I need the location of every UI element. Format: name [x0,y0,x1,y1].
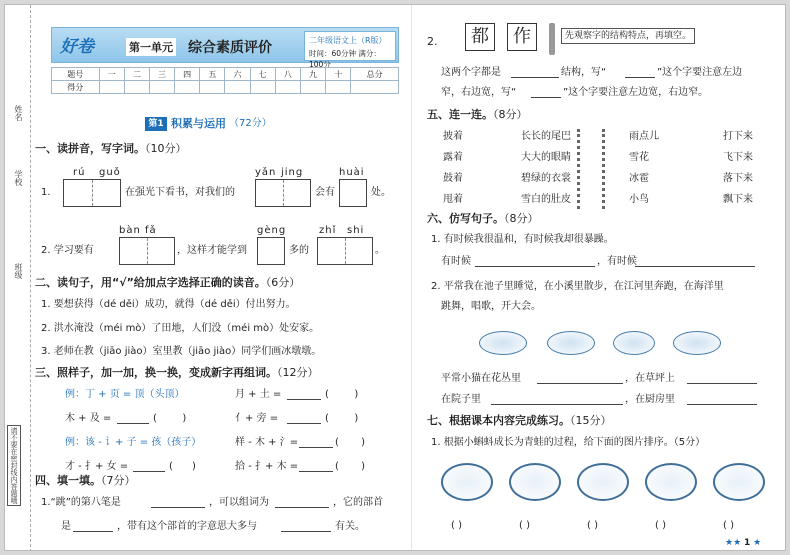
q6-line: ，在草坪上 [625,373,675,384]
name-label: 姓名 [14,105,23,121]
q4-heading: 四、填一填。（7分） [35,474,136,487]
match-item[interactable]: 披着 [443,131,463,142]
score-header-cell: 六 [225,68,250,81]
q2-line: 1. 要想获得（dé děi）成功，就得（dé děi）付出努力。 [41,299,296,310]
r2-line: ”这个字要注意左边宽，右边窄。 [563,87,709,98]
title-banner [51,27,399,69]
r2-line: 这两个字都是 [441,67,501,78]
q3-item: 拾 - 扌+ 木 = [235,461,299,472]
pinyin: guǒ [99,167,121,178]
answer-box[interactable] [257,237,285,265]
school-label: 学校 [14,170,23,186]
q1-line2-text: 2. 学习要有 [41,245,94,256]
answer-blank[interactable] [475,266,595,267]
score-header-cell: 七 [250,68,275,81]
answer-box[interactable] [317,237,373,265]
score-header-cell: 一 [99,68,124,81]
q6-line: 平常小猫在花丛里 [441,373,521,384]
answer-blank[interactable] [537,383,623,384]
answer-blank[interactable] [635,266,755,267]
tadpole-stage-image [577,463,629,501]
answer-blank[interactable] [687,404,757,405]
q6-line: 在院子里 [441,394,481,405]
q7-heading: 七、根据课本内容完成练习。（15分） [427,414,612,427]
answer-box[interactable] [63,179,121,207]
q4-line: ，它的部首 [333,497,383,508]
q1-line1-text: 会有 [315,187,335,198]
score-table [51,67,399,94]
footer-stars: ★★ 1 ★ [725,538,762,548]
score-row-label: 得分 [52,81,100,94]
q4-line: 1.“跳”的第八笔是 [41,497,121,508]
answer-blank[interactable] [531,97,561,98]
q3-item: 月 + 土 = [235,389,282,400]
match-item[interactable]: 落下来 [723,173,753,184]
logo: 好卷 [60,37,94,57]
q2-heading: 二、读句子，用“√”给加点字选择正确的读音。（6分） [35,276,301,289]
q3-heading: 三、照样子，加一加，换一换，变成新字再组词。（12分） [35,366,319,379]
q3-example: 例：该 - 讠+ 子 = 孩（孩子） [65,437,202,448]
q1-line1-text: 在强光下看书，对我们的 [125,187,235,198]
match-item[interactable]: 雪白的肚皮 [521,194,571,205]
answer-blank[interactable] [299,447,333,448]
pinyin: jing [281,167,304,178]
order-blank[interactable]: ( ) [451,520,462,531]
paren: ( ) [335,461,366,472]
class-label: 班级 [14,263,23,279]
paren: ( ) [169,461,196,472]
match-item[interactable]: 雪花 [629,152,649,163]
match-item[interactable]: 飘下来 [723,194,753,205]
char-box: 都 [465,23,495,51]
q2-line: 2. 洪水淹没（méi mò）了田地，人们没（méi mò）处安家。 [41,323,320,334]
q2-line: 3. 老师在教（jiāo jiào）室里教（jiāo jiào）同学们画冰墩墩。 [41,346,322,357]
score-header-cell: 八 [275,68,300,81]
q1-line2-text: 多的 [289,245,309,256]
answer-blank[interactable] [511,77,559,78]
tadpole-stage-image [509,463,561,501]
tip-box: 先观察字的结构特点，再填空。 [561,28,695,44]
match-item[interactable]: 甩着 [443,194,463,205]
exam-title: 综合素质评价 [188,40,272,56]
q1-heading: 一、读拼音，写字词。（10分） [35,142,187,155]
match-item[interactable]: 露着 [443,152,463,163]
q4-line: ，可以组词为 [209,497,269,508]
tadpole-stage-image [645,463,697,501]
match-item[interactable]: 飞下来 [723,152,753,163]
paren: ( ) [325,413,359,424]
binding-strip [5,5,31,551]
q5-heading: 五、连一连。（8分） [427,108,528,121]
match-item[interactable]: 打下来 [723,131,753,142]
q4-line: 有关。 [335,521,365,532]
score-header-cell: 十 [326,68,351,81]
score-header-cell: 二 [124,68,149,81]
answer-blank[interactable] [117,423,149,424]
pinyin: bàn [119,225,141,236]
answer-blank[interactable] [151,507,205,508]
match-item[interactable]: 长长的尾巴 [521,131,571,142]
match-item[interactable]: 鼓着 [443,173,463,184]
answer-blank[interactable] [299,471,333,472]
cat-yard-illustration [609,323,659,359]
q6-line: 2. 平常我在池子里睡觉，在小溪里散步，在江河里奔跑，在海洋里 [431,281,724,292]
q4-line: 是 [61,521,71,532]
q6-line: 有时候 [441,256,471,267]
pinyin: shi [347,225,365,236]
grade-box [304,31,396,69]
answer-box[interactable] [339,179,367,207]
paren: ( ) [325,389,359,400]
order-blank[interactable]: ( ) [723,520,734,531]
pinyin: yǎn [255,167,277,178]
answer-box[interactable] [255,179,311,207]
cat-kitchen-illustration [669,323,727,359]
q3-item: 样 - 木 + 氵= [235,437,299,448]
page-number: 1 [744,538,751,548]
pinyin: rú [73,167,86,178]
match-item[interactable]: 小鸟 [629,194,649,205]
r2-line: 窄，右边宽，写“ [441,87,517,98]
cat-sleeping-illustration [475,323,533,359]
tadpole-stage-image [713,463,765,501]
time-label: 时间：60分钟 满分：100分 [309,49,381,69]
tadpole-stage-image [441,463,493,501]
q1-line1-text: 处。 [371,187,391,198]
part-points: （72分） [229,118,272,129]
q3-example: 例：丁 + 页 = 顶（头顶） [65,389,185,400]
pencil-icon [549,23,555,55]
q6-heading: 六、仿写句子。（8分） [427,212,539,225]
page-fold [411,5,412,551]
match-item[interactable]: 冰雹 [629,173,649,184]
pinyin: huài [339,167,365,178]
char-box: 作 [507,23,537,51]
unit-label: 第一单元 [126,38,176,56]
q6-line: ，有时候 [597,256,637,267]
order-blank[interactable]: ( ) [587,520,598,531]
paren: ( ) [153,413,187,424]
score-header-cell: 五 [200,68,225,81]
dot-column [577,129,580,209]
answer-blank[interactable] [287,423,321,424]
answer-blank[interactable] [133,471,165,472]
q1-line1-num: 1. [41,187,51,198]
match-item[interactable]: 雨点儿 [629,131,659,142]
order-blank[interactable]: ( ) [519,520,530,531]
score-header-cell: 总分 [351,68,399,81]
answer-blank[interactable] [281,531,331,532]
answer-blank[interactable] [275,507,329,508]
paren: ( ) [335,437,366,448]
seal-note: 请不要在密封线内答题哦 [7,425,21,506]
answer-blank[interactable] [73,531,113,532]
q1-line2-text: 。 [375,245,385,256]
part-badge: 第1部分 [146,119,165,143]
score-header-cell: 三 [149,68,174,81]
q4-line: ，带有这个部首的字意思大多与 [117,521,257,532]
score-header-cell: 四 [175,68,200,81]
pinyin: zhǐ [319,225,337,236]
q6-line: 跳舞，唱歌，开大会。 [441,301,541,312]
part-title: 积累与运用 [171,117,226,130]
match-item[interactable]: 碧绿的衣裳 [521,173,571,184]
pinyin: gèng [257,225,287,236]
dot-column [602,129,605,209]
answer-blank[interactable] [687,383,757,384]
q3-item: 木 + 及 = [65,413,112,424]
answer-blank[interactable] [491,404,623,405]
q3-item: 才 - 扌+ 女 = [65,461,129,472]
grade-label: 二年级语文上（R版） [309,36,387,45]
q7-line: 1. 根据小蝌蚪成长为青蛙的过程，给下面的图片排序。（5分） [431,437,706,448]
q6-line: ，在厨房里 [625,394,675,405]
answer-box[interactable] [119,237,175,265]
answer-blank[interactable] [625,77,655,78]
order-blank[interactable]: ( ) [655,520,666,531]
q1-line2-text: ，这样才能学到 [177,245,247,256]
answer-blank[interactable] [287,399,321,400]
match-item[interactable]: 大大的眼睛 [521,152,571,163]
q6-line: 1. 有时候我很温和，有时候我却很暴躁。 [431,234,614,245]
cat-lawn-illustration [543,323,601,359]
score-header-cell: 九 [300,68,325,81]
r2-line: ”这个字要注意左边 [657,67,743,78]
exam-page [4,4,786,551]
pinyin: fǎ [145,225,157,236]
q3-item: 亻+ 旁 = [235,413,279,424]
r2-num: 2. [427,35,438,48]
r2-line: 结构，写“ [561,67,607,78]
score-header-cell: 题号 [52,68,100,81]
